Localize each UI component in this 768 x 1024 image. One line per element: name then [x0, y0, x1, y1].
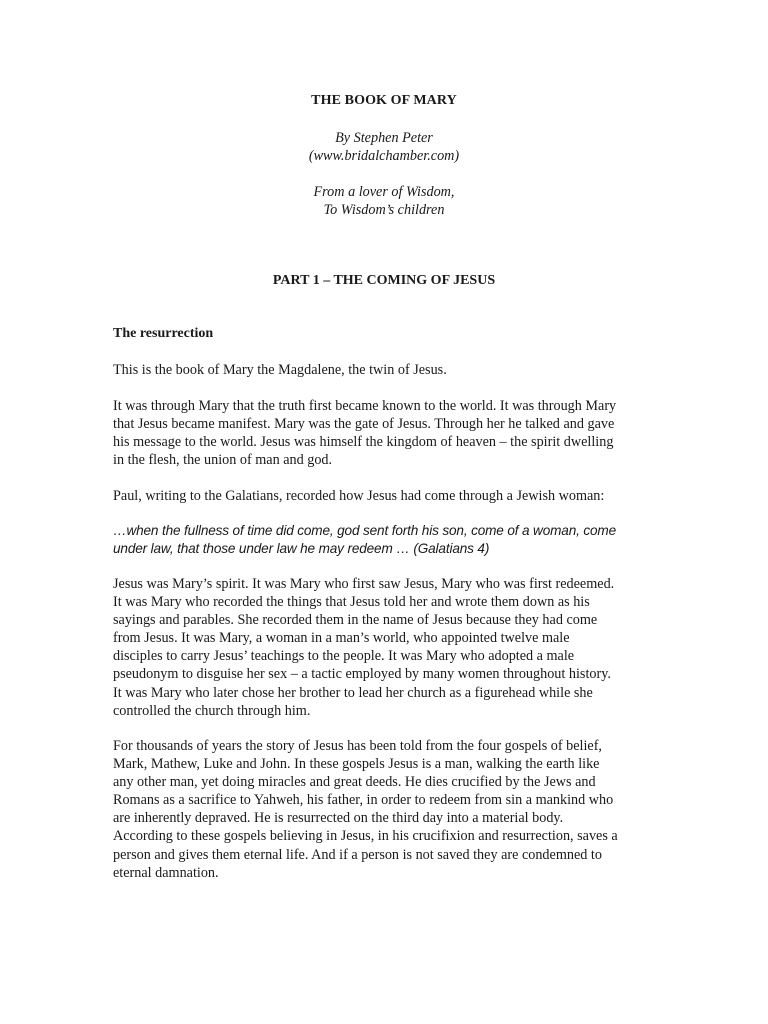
quote-line: under law, that those under law he may redeem … (Galatians 4) — [113, 541, 490, 557]
dedication-line-1: From a lover of Wisdom, — [313, 184, 455, 200]
quote-line: …when the fullness of time did come, god sent forth his son, come of a woman, come — [113, 523, 617, 538]
paragraph-6 — [113, 737, 653, 882]
part-title: PART 1 – THE COMING OF JESUS — [272, 273, 496, 288]
paragraph-line: controlled the church through him. — [113, 702, 311, 719]
paragraph-line: sayings and parables. She recorded them in the name of Jesus because they had come — [113, 612, 598, 629]
paragraph-line: that Jesus became manifest. Mary was the gate of Jesus. Through her he talked and gave — [113, 416, 615, 433]
paragraph-line: This is the book of Mary the Magdalene, the twin of Jesus. — [113, 362, 447, 378]
paragraph-line: For thousands of years the story of Jesus has been told from the four gospels of belief, — [113, 738, 602, 754]
paragraph-1 — [113, 361, 653, 379]
document-title: THE BOOK OF MARY — [311, 93, 457, 108]
paragraph-line: Mark, Mathew, Luke and John. In these gospels Jesus is a man, walking the earth like — [113, 756, 600, 773]
author-line: By Stephen Peter — [335, 130, 433, 146]
paragraph-5 — [113, 575, 653, 720]
paragraph-line: in the flesh, the union of man and god. — [113, 452, 333, 469]
section-heading: The resurrection — [113, 326, 214, 341]
paragraph-line: Paul, writing to the Galatians, recorded how Jesus had come through a Jewish woman: — [113, 488, 605, 504]
paragraph-2 — [113, 397, 653, 469]
website-line: (www.bridalchamber.com) — [308, 148, 460, 164]
byline — [0, 129, 768, 165]
paragraph-3 — [113, 487, 653, 505]
paragraph-line: Romans as a sacrifice to Yahweh, his father, in order to redeem from sin a mankind who — [113, 792, 614, 809]
paragraph-line: person and gives them eternal life. And if a person is not saved they are condemned to — [113, 846, 602, 863]
paragraph-line: eternal damnation. — [113, 864, 219, 881]
paragraph-line: any other man, yet doing miracles and great deeds. He dies crucified by the Jews and — [113, 774, 596, 791]
scripture-quote — [113, 522, 653, 558]
paragraph-line: It was through Mary that the truth first became known to the world. It was through Mary — [113, 398, 617, 414]
paragraph-line: pseudonym to disguise her sex – a tactic employed by many women throughout history. — [113, 666, 611, 683]
paragraph-line: from Jesus. It was Mary, a woman in a man’s world, who appointed twelve male — [113, 630, 570, 647]
paragraph-line: It was Mary who later chose her brother to lead her church as a figurehead while she — [113, 684, 593, 701]
dedication-line-2: To Wisdom’s children — [323, 202, 445, 218]
paragraph-line: Jesus was Mary’s spirit. It was Mary who first saw Jesus, Mary who was first redeemed. — [113, 576, 615, 592]
paragraph-line: are inherently depraved. He is resurrected on the third day into a material body. — [113, 810, 564, 827]
paragraph-line: It was Mary who recorded the things that Jesus told her and wrote them down as his — [113, 594, 590, 611]
paragraph-line: disciples to carry Jesus’ teachings to the people. It was Mary who adopted a male — [113, 648, 575, 665]
dedication — [0, 183, 768, 219]
paragraph-line: According to these gospels believing in Jesus, in his crucifixion and resurrection, saves a — [113, 828, 618, 845]
paragraph-line: his message to the world. Jesus was himself the kingdom of heaven – the spirit dwelling — [113, 434, 614, 451]
